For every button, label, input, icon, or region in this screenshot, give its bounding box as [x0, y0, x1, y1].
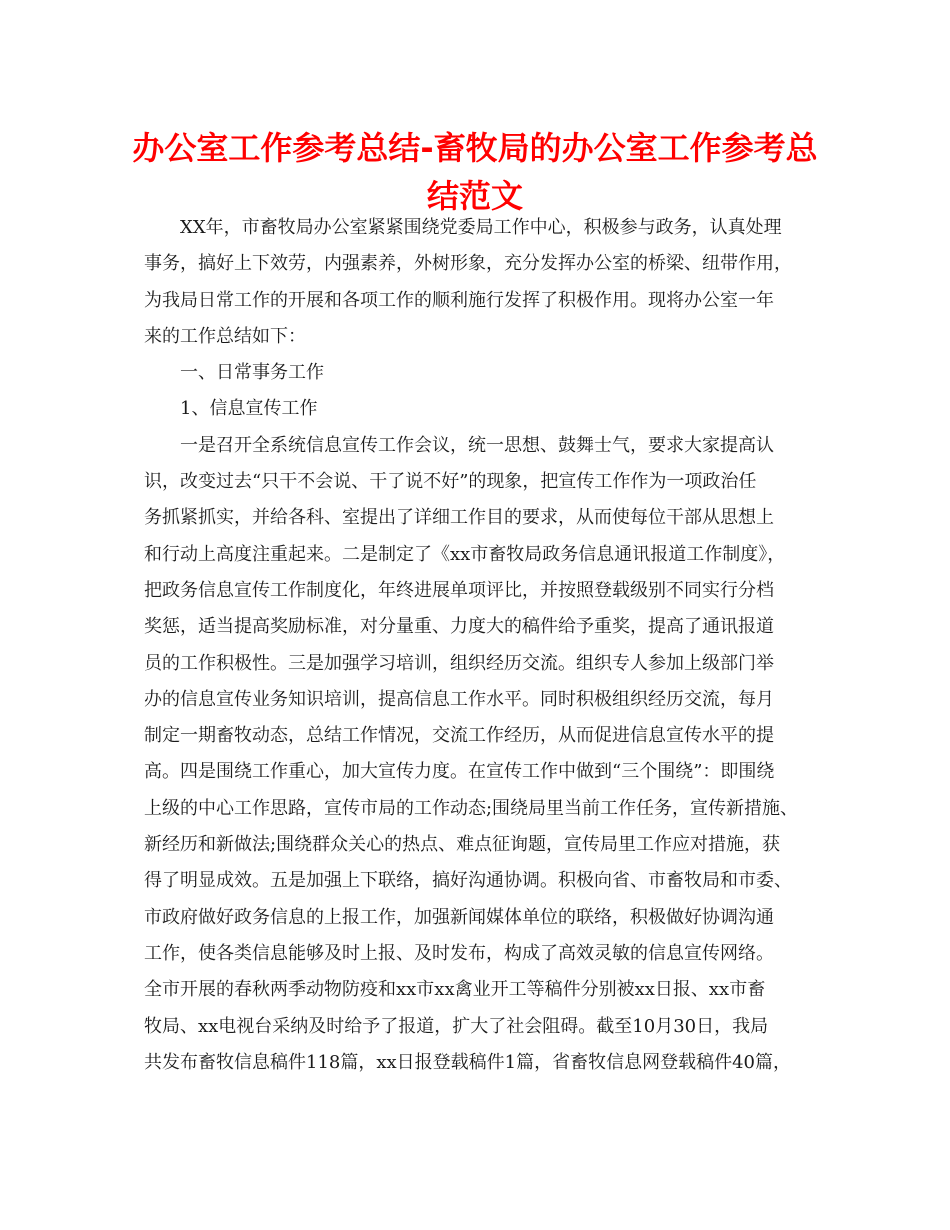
paragraph-line: 务抓紧抓实，并给各科、室提出了详细工作目的要求，从而使每位干部从思想上: [144, 507, 774, 529]
paragraph-line: 为我局日常工作的开展和各项工作的顺利施行发挥了积极作用。现将办公室一年: [144, 289, 774, 311]
paragraph-line: 奖惩，适当提高奖励标准，对分量重、力度大的稿件给予重奖，提高了通讯报道: [144, 616, 774, 638]
paragraph-line: 和行动上高度注重起来。二是制定了《xx市畜牧局政务信息通讯报道工作制度》，: [144, 543, 786, 565]
paragraph-line: 市政府做好政务信息的上报工作，加强新闻媒体单位的联络，积极做好协调沟通: [144, 906, 774, 928]
paragraph-line: 高。四是围绕工作重心，加大宣传力度。在宣传工作中做到“三个围绕”：即围绕: [144, 761, 775, 783]
paragraph-line: 工作，使各类信息能够及时上报、及时发布，构成了高效灵敏的信息宣传网络。: [144, 942, 774, 964]
paragraph-line: 事务，搞好上下效劳，内强素养，外树形象，充分发挥办公室的桥梁、纽带作用，: [144, 253, 792, 275]
paragraph-line: 新经历和新做法;围绕群众关心的热点、难点征询题，宣传局里工作应对措施，获: [144, 834, 781, 856]
document-title: 办公室工作参考总结-畜牧局的办公室工作参考总结范文: [132, 129, 818, 215]
paragraph-line: 来的工作总结如下：: [144, 325, 306, 347]
section-heading: 一、日常事务工作: [180, 362, 324, 384]
paragraph-line: XX年，市畜牧局办公室紧紧围绕党委局工作中心，积极参与政务，认真处理: [180, 217, 782, 238]
paragraph-line: 一是召开全系统信息宣传工作会议，统一思想、鼓舞士气，要求大家提高认: [180, 434, 774, 456]
paragraph-line: 共发布畜牧信息稿件118篇，xx日报登载稿件1篇，省畜牧信息网登载稿件40篇，: [144, 1051, 792, 1073]
paragraph-line: 识，改变过去“只干不会说、干了说不好”的现象，把宣传工作作为一项政治任: [144, 471, 757, 493]
paragraph-line: 上级的中心工作思路，宣传市局的工作动态;围绕局里当前工作任务，宣传新措施、: [144, 797, 799, 819]
paragraph-line: 制定一期畜牧动态，总结工作情况，交流工作经历，从而促进信息宣传水平的提: [144, 725, 774, 747]
paragraph-line: 办的信息宣传业务知识培训，提高信息工作水平。同时积极组织经历交流，每月: [144, 688, 774, 710]
document-body: [144, 210, 814, 1081]
paragraph-line: 员的工作积极性。三是加强学习培训，组织经历交流。组织专人参加上级部门举: [144, 652, 774, 674]
paragraph-line: 把政务信息宣传工作制度化，年终进展单项评比，并按照登载级别不同实行分档: [144, 579, 774, 601]
paragraph-line: 牧局、xx电视台采纳及时给予了报道，扩大了社会阻碍。截至10月30日，我局: [144, 1015, 769, 1037]
subsection-heading: 1、信息宣传工作: [180, 398, 318, 420]
paragraph-line: 全市开展的春秋两季动物防疫和xx市xx禽业开工等稿件分别被xx日报、xx市畜: [144, 979, 766, 1001]
paragraph-line: 得了明显成效。五是加强上下联络，搞好沟通协调。积极向省、市畜牧局和市委、: [144, 870, 792, 892]
